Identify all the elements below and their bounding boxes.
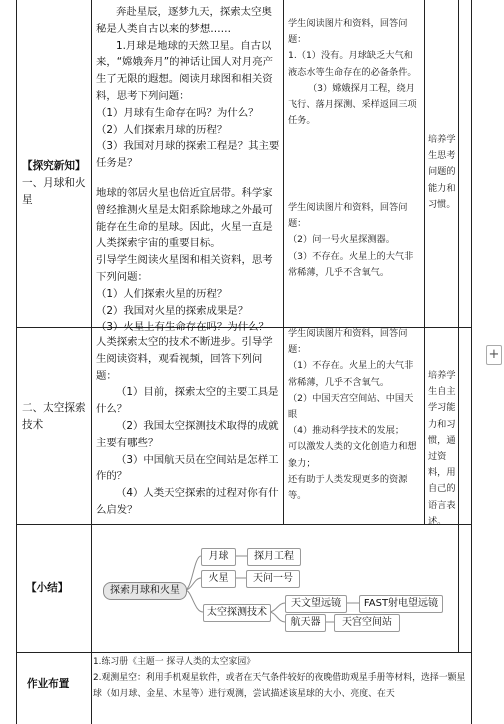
tech-question: （4）人类天空探索的过程对你有什么启发？: [96, 487, 279, 516]
connector: [185, 590, 203, 612]
mars-question: （2）我国对火星的探索成果是？: [96, 304, 249, 317]
answer-line: （1）不存在。火星上的大气非常稀薄，几乎不含氧气。: [288, 360, 414, 388]
answer-line: 1.（1）没有。月球缺乏大气和液态水等生命存在的必备条件。: [288, 50, 417, 78]
section-title: 【探究新知】: [22, 160, 86, 172]
answer-line: （3）不存在。火星上的大气非常稀薄，几乎不含氧气。: [288, 250, 414, 278]
answer-line: 可以激发人类的文化创造力和想象力；: [288, 441, 417, 469]
topic-title: 二、太空探索技术: [22, 402, 86, 431]
intent-text: 培养学生自主学习能力和习惯，通过资料，用自己的语言表述。: [428, 370, 456, 527]
topic-label: 一、月球和火星: [22, 177, 86, 206]
answer-line: （2）问一号火星探测器。: [288, 234, 395, 246]
homework-line: 1.练习册《主题一 探寻人类的太空家园》: [93, 657, 256, 667]
mars-intro: 地球的邻居火星也倍近宜居带。科学家曾经推测火星是太阳系除地球之外最可能存在生命的星球。因此，火星一直是人类探索宇宙的重要目标。: [96, 186, 273, 250]
tech-question: （1）目前，探索太空的主要工具是什么？: [96, 386, 279, 416]
answer-line: （3）嫦娥探月工程，绕月飞行、落月探测、采样返回三项任务。: [288, 82, 417, 127]
mars-question: （3）火星上有生命存在吗？为什么？: [96, 321, 269, 334]
mindmap-root: 探索月球和火星: [103, 582, 187, 600]
mindmap-node-fast: FAST射电望远镜: [359, 595, 443, 613]
moon-question: （2）人们探索月球的历程？: [96, 123, 228, 136]
answer-line: （2）中国天宫空间站、中国天眼: [288, 392, 414, 421]
connector: [185, 556, 201, 590]
mars-instruction: 引导学生阅读火星图和相关资料，思考下列问题：: [96, 254, 273, 283]
mindmap-node-mars: 火星: [201, 570, 236, 588]
tech-intro: 人类探索太空的技术不断进步。引导学生阅读资料，观看视频，回答下列问题：: [96, 336, 273, 382]
answer-line: 学生阅读图片和资料，回答问题：: [288, 202, 408, 230]
mindmap-node-moon-project: 探月工程: [247, 548, 301, 566]
answer-line: （4）推动科学技术的发展；: [288, 425, 405, 437]
intent-text: 培养学生思考问题的能力和习惯。: [428, 134, 456, 210]
moon-intro: 1.月球是地球的天然卫星。自古以来，“嫦娥奔月”的神话让国人对月亮产生了无限的遐想。阅读月球图和相关资料，思考下列问题：: [96, 39, 274, 102]
answer-line: 学生阅读图片和资料，回答问题：: [288, 18, 408, 46]
mindmap-node-station: 天宫空间站: [334, 614, 400, 632]
tech-question: （3）中国航天员在空间站是怎样工作的？: [96, 453, 279, 483]
answer-line: 学生阅读图片和资料，回答问题：: [288, 328, 408, 356]
connector: [269, 612, 285, 622]
homework-label: 作业布置: [27, 678, 70, 690]
tech-question: （2）我国太空探测技术取得的成就主要有哪些？: [96, 419, 279, 449]
mars-question: （1）人们探索火星的历程？: [96, 287, 228, 300]
summary-label: 【小结】: [26, 582, 69, 594]
moon-question: （3）我国对月球的探索工程是？其主要任务是？: [96, 140, 280, 170]
mindmap-node-tech: 太空探测技术: [203, 604, 271, 622]
answer-line: 还有助于人类发现更多的资源等。: [288, 473, 408, 502]
mindmap-node-tianwen: 天问一号: [246, 570, 300, 588]
intro-text: 奔赴星辰，逐梦九天，探索太空奥秘是人类自古以来的梦想……: [96, 6, 272, 35]
moon-question: （1）月球有生命存在吗？为什么？: [96, 106, 259, 119]
mindmap-node-telescope: 天文望远镜: [285, 595, 347, 613]
add-icon[interactable]: +: [486, 345, 502, 365]
mindmap-node-moon: 月球: [201, 548, 236, 566]
connector: [269, 603, 285, 612]
homework-line: 2.观测星空：利用手机观星软件，或者在天气条件较好的夜晚借助观星手册等材料，选择一颗星球（如月球、金星、木星等）进行观测，尝试描述该星球的大小、亮度、在天: [93, 673, 466, 700]
mindmap-node-spacecraft: 航天器: [285, 614, 326, 632]
